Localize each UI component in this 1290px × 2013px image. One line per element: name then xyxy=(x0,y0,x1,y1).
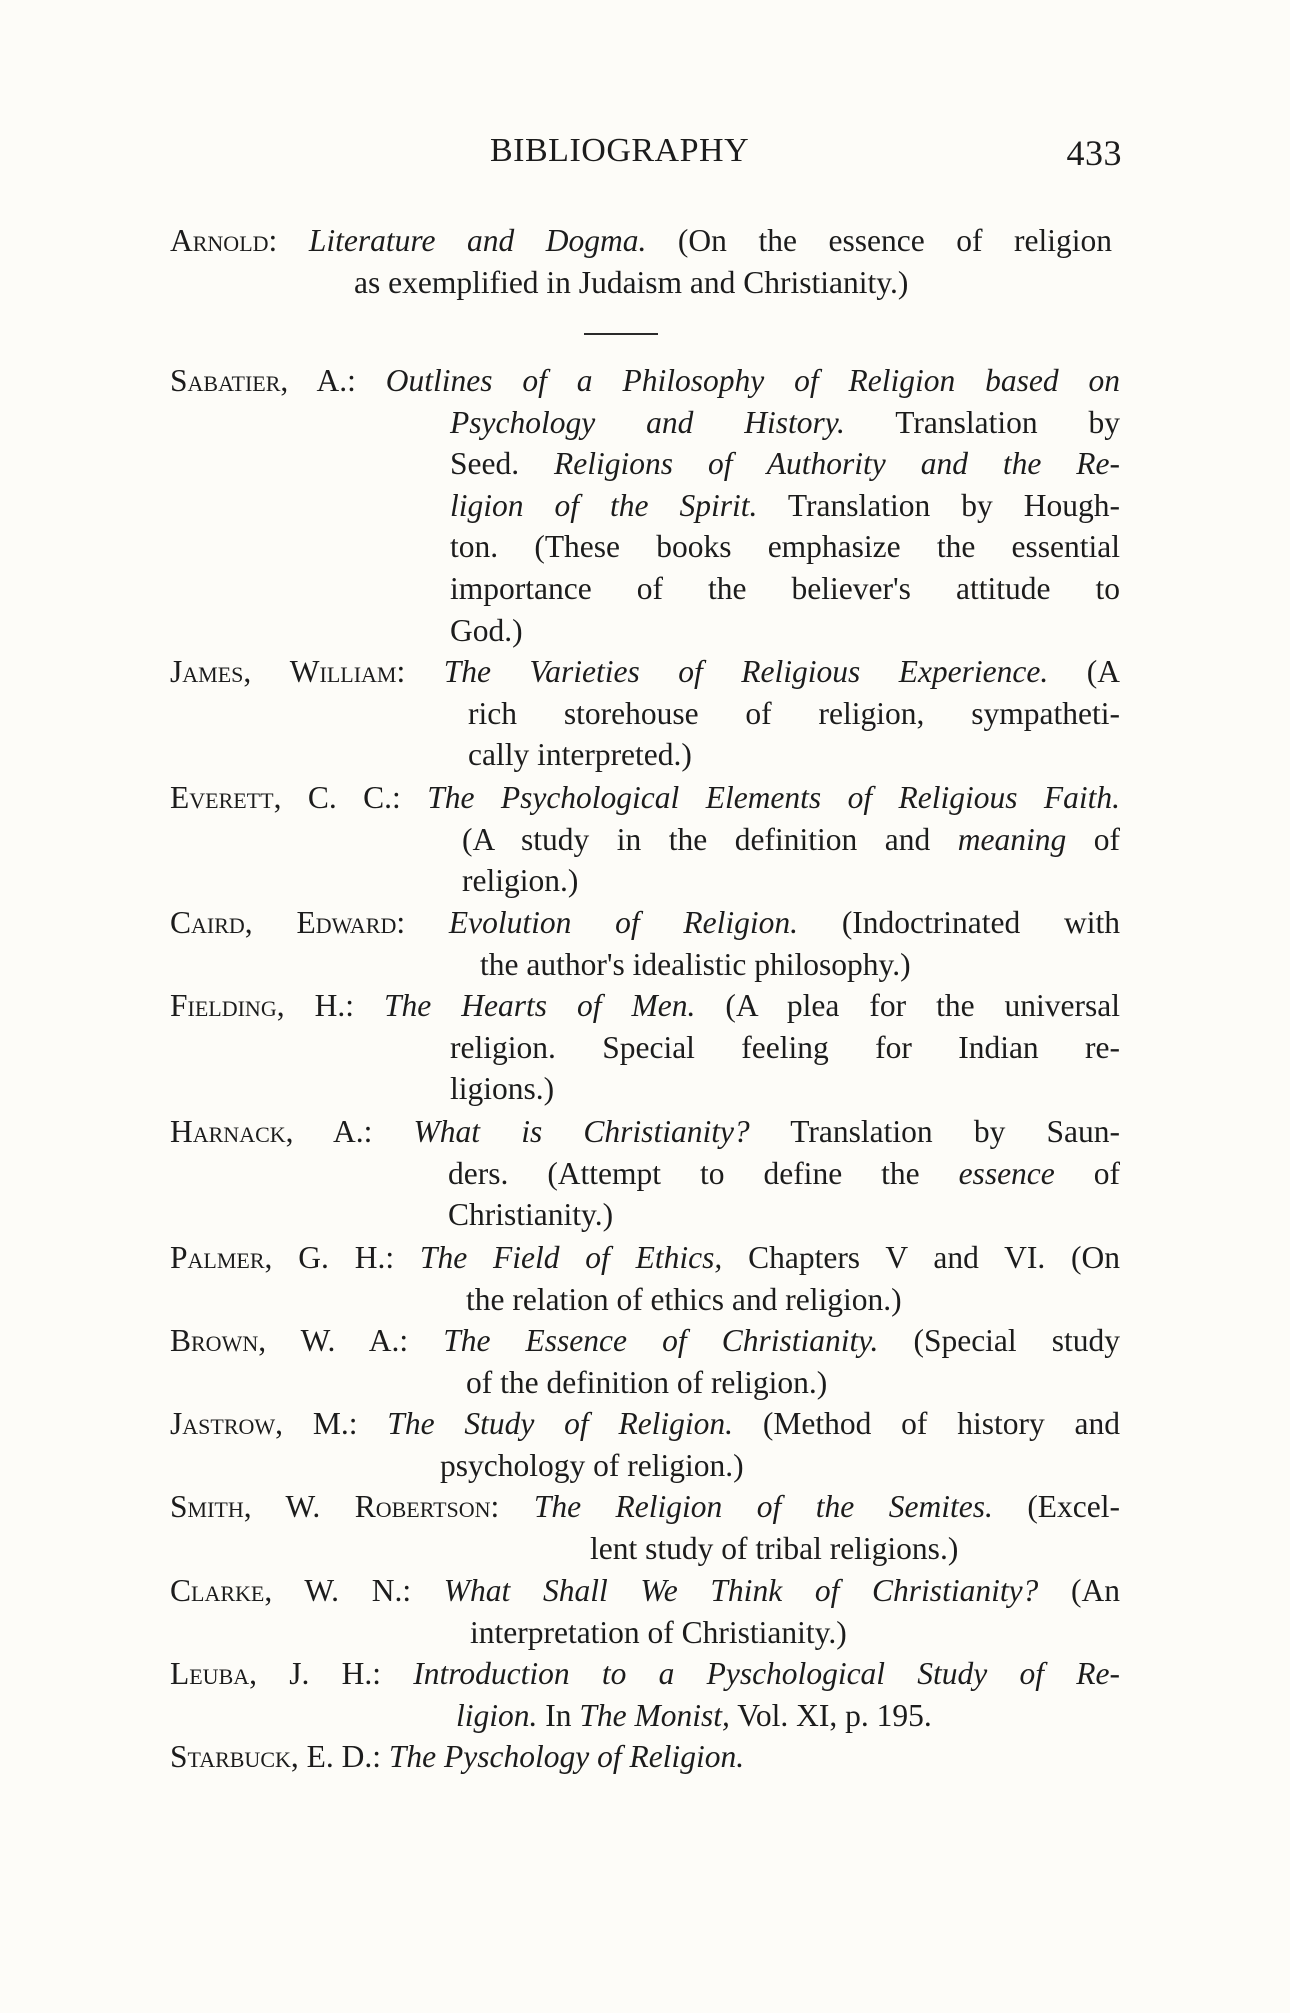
entry-author: Arnold: xyxy=(170,223,278,258)
page-title: BIBLIOGRAPHY xyxy=(490,132,750,169)
entry-text-line: the author's idealistic philosophy.) xyxy=(480,946,911,982)
bibliography-entry xyxy=(170,1320,1120,1403)
bibliography-entry xyxy=(170,1486,1120,1569)
entry-author: Sabatier, A.: xyxy=(170,363,356,398)
bibliography-entry xyxy=(170,1653,1120,1736)
entry-text-line: ligions.) xyxy=(450,1071,555,1107)
bibliography-entry xyxy=(170,1111,1120,1236)
entry-text-first-line: What Shall We Think of Christianity? (An xyxy=(443,1573,1120,1608)
bibliography-entry xyxy=(170,220,1120,303)
entry-text-first-line: The Hearts of Men. (A plea for the universal xyxy=(384,988,1121,1023)
section-divider xyxy=(584,333,658,335)
entry-text-line: interpretation of Christianity.) xyxy=(470,1614,847,1650)
bibliography-entry xyxy=(170,777,1120,902)
bibliography-entry xyxy=(170,985,1120,1110)
entry-text-first-line: The Pyschology of Religion. xyxy=(388,1739,745,1774)
bibliography-entry xyxy=(170,1403,1120,1486)
entry-text-line: Psychology and History. Translation by xyxy=(450,404,1120,440)
bibliography-entry xyxy=(170,360,1120,651)
page-number: 433 xyxy=(1066,133,1122,173)
entry-author: Leuba, J. H.: xyxy=(170,1656,382,1691)
entry-author: Starbuck, E. D.: xyxy=(170,1739,382,1774)
entry-text-first-line: Evolution of Religion. (Indoctrinated with xyxy=(448,905,1121,940)
entry-author: Jastrow, M.: xyxy=(170,1406,358,1441)
entry-author: Palmer, G. H.: xyxy=(170,1240,395,1275)
entry-text-line: the relation of ethics and religion.) xyxy=(466,1281,902,1317)
entry-text-line: religion. Special feeling for Indian re- xyxy=(450,1029,1120,1065)
entry-author: Brown, W. A.: xyxy=(170,1323,409,1358)
entry-text-first-line: The Essence of Christianity. (Special study xyxy=(443,1323,1121,1358)
entry-author: Harnack, A.: xyxy=(170,1114,373,1149)
entry-author: Clarke, W. N.: xyxy=(170,1573,412,1608)
entry-text-line: religion.) xyxy=(462,863,579,899)
entry-text-line: Seed. Religions of Authority and the Re- xyxy=(450,446,1120,482)
entry-text-first-line: The Varieties of Religious Experience. (A xyxy=(443,654,1120,689)
entry-text-line: ligion. In The Monist, Vol. XI, p. 195. xyxy=(456,1697,932,1733)
entry-text-first-line: The Religion of the Semites. (Excel- xyxy=(533,1489,1121,1524)
entry-author: Caird, Edward: xyxy=(170,905,406,940)
entry-text-line: psychology of religion.) xyxy=(440,1447,744,1483)
entry-text-line: Christianity.) xyxy=(448,1197,614,1233)
entry-author: Everett, C. C.: xyxy=(170,780,401,815)
entry-text-line: lent study of tribal religions.) xyxy=(590,1530,959,1566)
entry-text-line: ton. (These books emphasize the essential xyxy=(450,529,1120,565)
entry-author: Smith, W. Robertson: xyxy=(170,1489,500,1524)
entry-text-line: (A study in the definition and meaning of xyxy=(462,821,1120,857)
entry-text-line: importance of the believer's attitude to xyxy=(450,570,1120,606)
bibliography-entry xyxy=(170,1736,1120,1778)
entry-text-line: ders. (Attempt to define the essence of xyxy=(448,1155,1120,1191)
entry-text-line: cally interpreted.) xyxy=(468,737,692,773)
entry-author: Fielding, H.: xyxy=(170,988,354,1023)
entry-text-line: God.) xyxy=(450,612,523,648)
entry-text-first-line: What is Christianity? Translation by Saun- xyxy=(413,1114,1121,1149)
entry-text-line: rich storehouse of religion, sympatheti- xyxy=(468,695,1120,731)
entry-author: James, William: xyxy=(170,654,406,689)
entry-text-first-line: Literature and Dogma. (On the essence of religion xyxy=(308,223,1112,258)
entry-text-first-line: The Psychological Elements of Religious Faith. xyxy=(427,780,1120,815)
bibliography-entry xyxy=(170,902,1120,985)
bibliography-entry xyxy=(170,1570,1120,1653)
bibliography-entry xyxy=(170,1237,1120,1320)
entry-text-first-line: Outlines of a Philosophy of Religion based on xyxy=(385,363,1121,398)
entry-text-first-line: Introduction to a Pyschological Study of Re- xyxy=(413,1656,1120,1691)
entry-text-line: ligion of the Spirit. Translation by Hough- xyxy=(450,487,1120,523)
entry-text-line: as exemplified in Judaism and Christianity.) xyxy=(354,264,909,300)
entry-text-line: of the definition of religion.) xyxy=(466,1364,828,1400)
bibliography-entry xyxy=(170,651,1120,776)
entry-text-first-line: The Study of Religion. (Method of history and xyxy=(387,1406,1120,1441)
entry-text-first-line: The Field of Ethics, Chapters V and VI. (On xyxy=(419,1240,1121,1275)
